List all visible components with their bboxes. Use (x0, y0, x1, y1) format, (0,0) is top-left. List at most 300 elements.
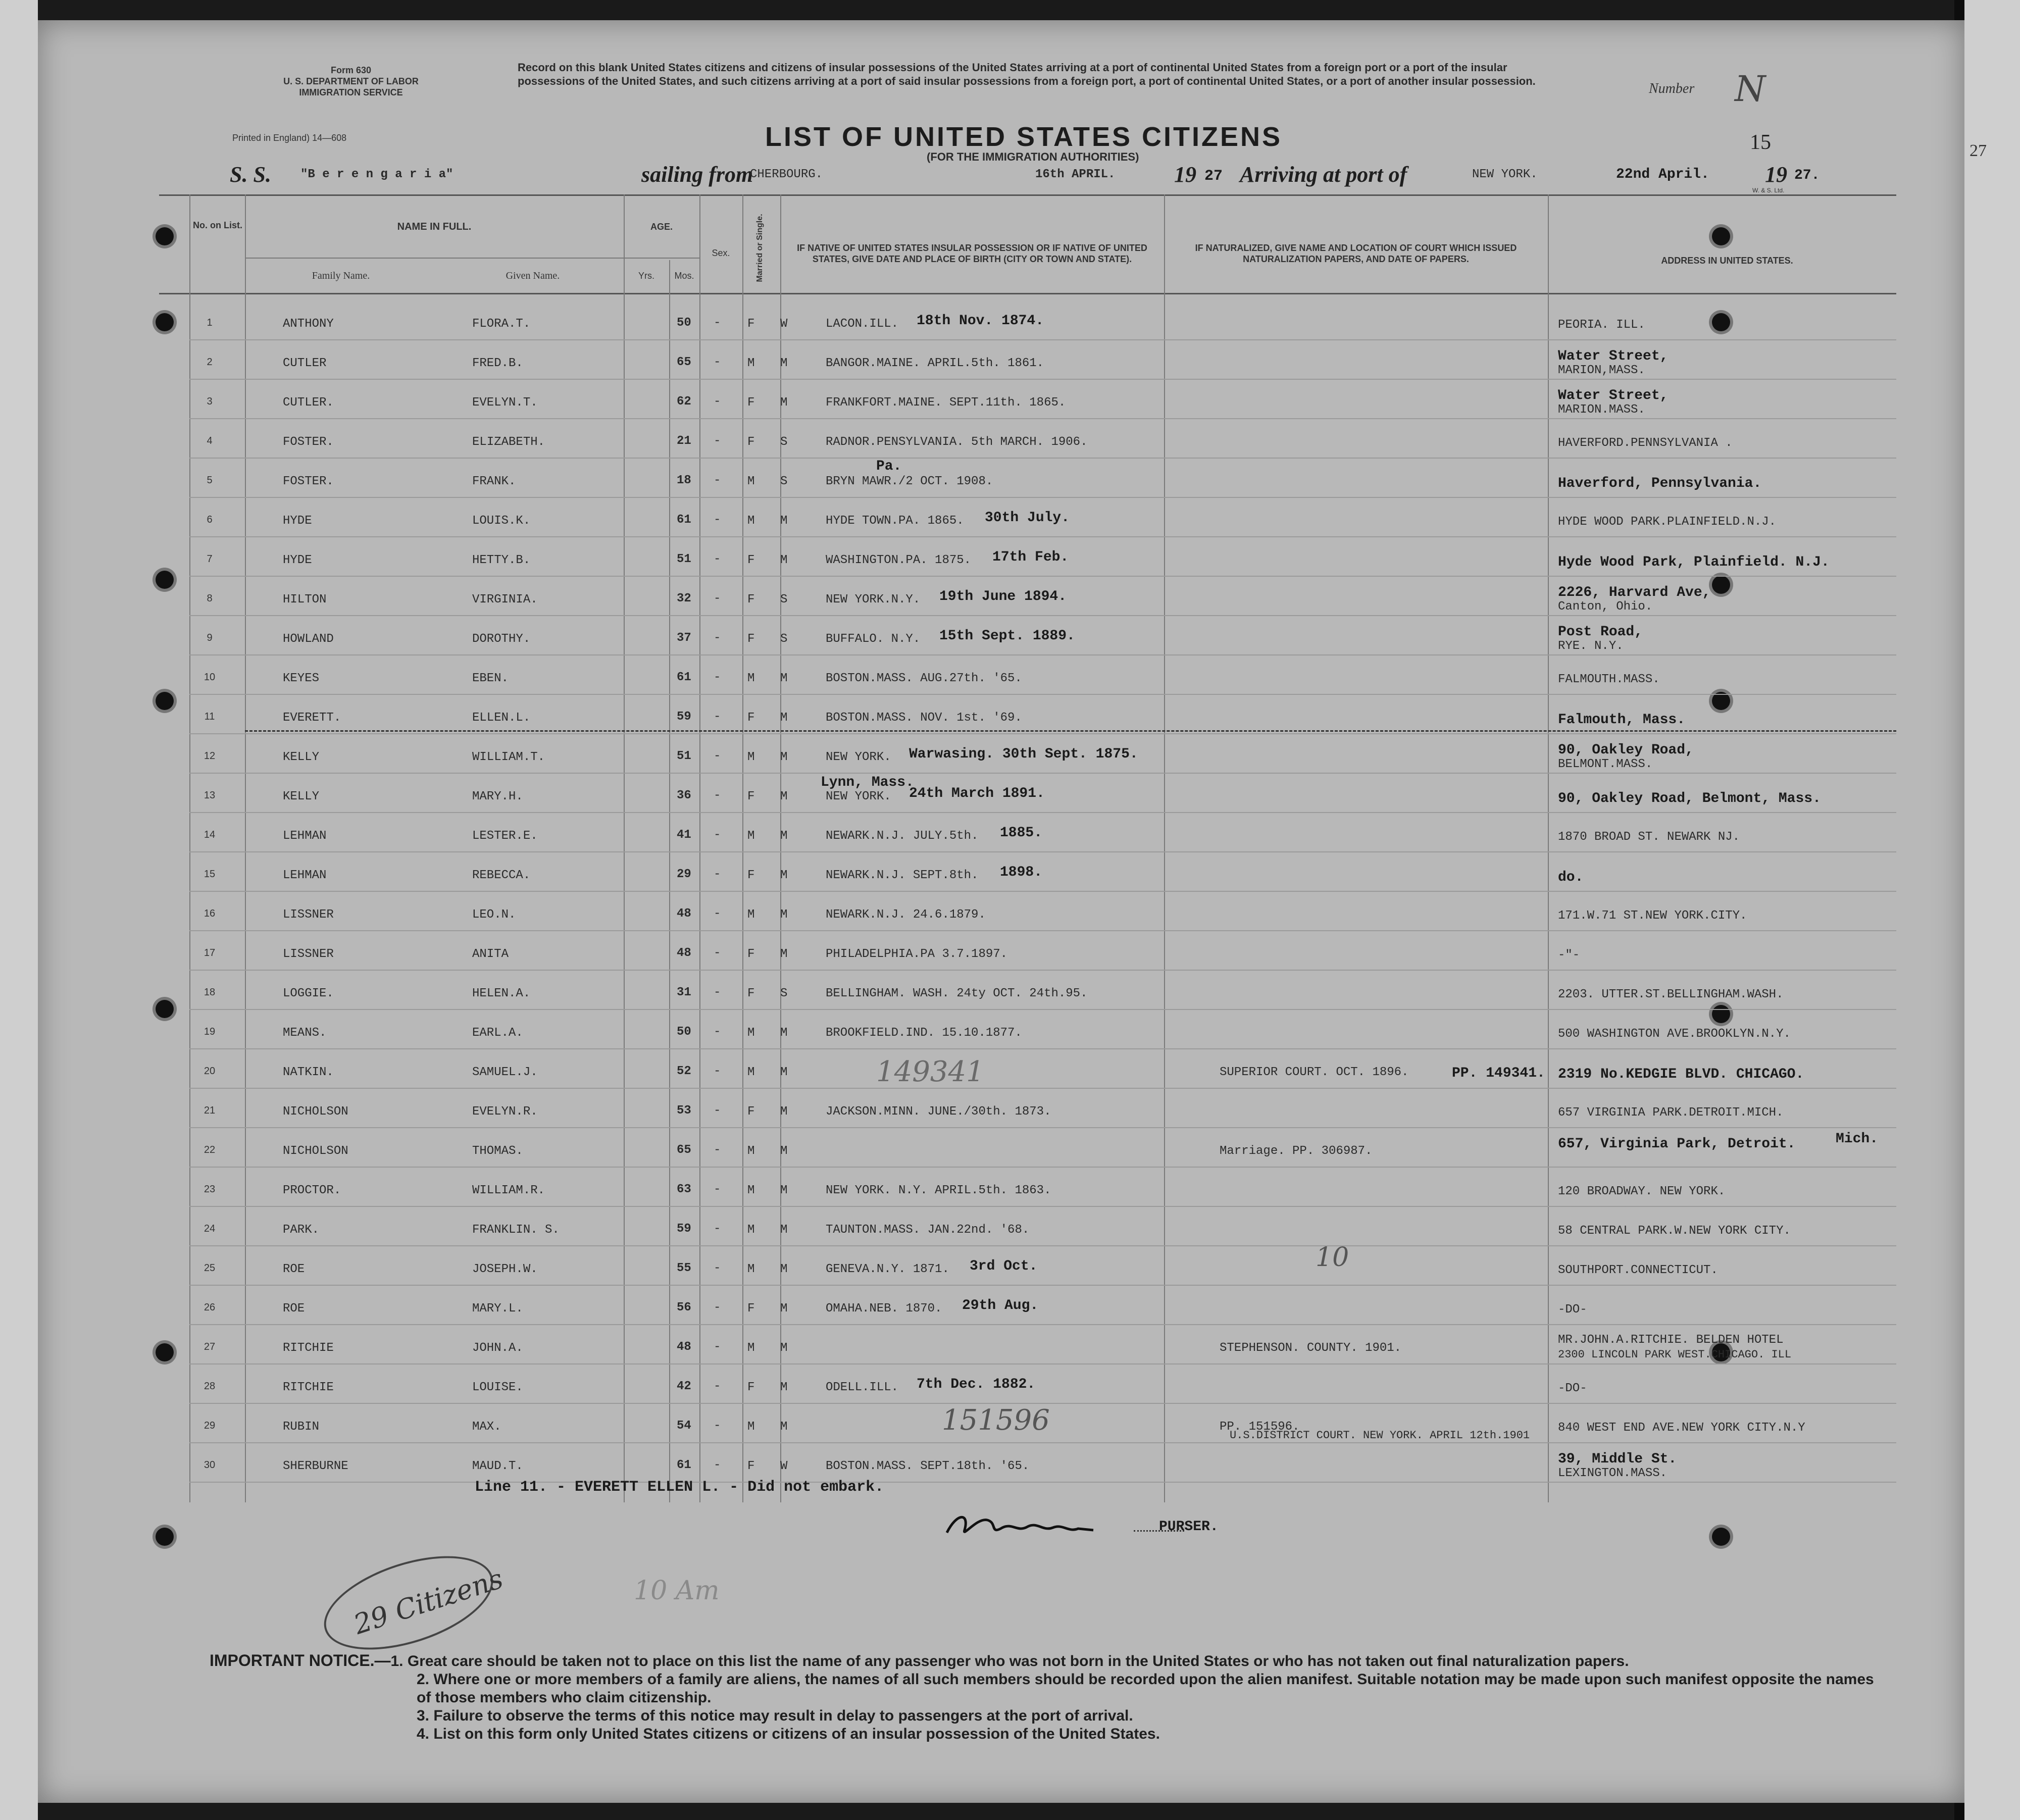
address: 500 WASHINGTON AVE.BROOKLYN.N.Y. (1558, 1027, 1791, 1041)
did-not-embark-note: Line 11. - EVERETT ELLEN L. - Did not embark. (475, 1479, 884, 1496)
col-rule (189, 194, 190, 1502)
age-years: 36 (677, 789, 691, 802)
birth-date-handtyped: 17th Feb. (992, 549, 1069, 565)
birth-date-handtyped: 30th July. (985, 510, 1070, 526)
handwritten-note: 10 Am (634, 1576, 720, 1606)
age-months: - (714, 1025, 721, 1039)
sex: F (747, 947, 755, 961)
given-name: EVELYN.R. (472, 1105, 538, 1119)
sailing-label: sailing from (641, 162, 753, 187)
address: -DO- (1558, 1382, 1587, 1395)
row-rule (189, 379, 1896, 380)
marital-status: M (780, 1223, 788, 1237)
address: 58 CENTRAL PARK.W.NEW YORK CITY. (1558, 1224, 1791, 1238)
given-name: JOHN.A. (472, 1341, 523, 1355)
age-years: 50 (677, 1025, 691, 1039)
age-months: - (714, 1222, 721, 1236)
birth-info: NEWARK.N.J. SEPT.8th. (826, 869, 979, 882)
row-number: 9 (207, 632, 213, 643)
family-name: CUTLER. (283, 396, 334, 410)
family-name: FOSTER. (283, 435, 334, 449)
punch-hole (156, 1343, 174, 1361)
notice-item: 2. Where one or more members of a family are aliens, the names of all such members should be recorded upon the alien manifest. Suitable notation may be made upon such manifest opposite the names of those members who claim citizenship. (417, 1671, 1874, 1706)
given-name: THOMAS. (472, 1144, 523, 1158)
to-port: NEW YORK. (1472, 168, 1538, 181)
row-number: 5 (207, 475, 213, 486)
address: SOUTHPORT.CONNECTICUT. (1558, 1263, 1718, 1277)
birth-info: PHILADELPHIA.PA 3.7.1897. (826, 947, 1008, 961)
row-number: 30 (204, 1459, 216, 1471)
row-number: 15 (204, 869, 216, 880)
naturalization: PP. 151596. (1220, 1420, 1300, 1434)
given-name: ELIZABETH. (472, 435, 545, 449)
given-name: FLORA.T. (472, 317, 531, 331)
address: Water Street, (1558, 348, 1669, 364)
given-name: REBECCA. (472, 869, 531, 882)
birth-date-handtyped: 1898. (1000, 865, 1043, 880)
naturalization: STEPHENSON. COUNTY. 1901. (1220, 1341, 1402, 1355)
header-bottom-rule (159, 293, 1896, 294)
given-name: EBEN. (472, 672, 509, 685)
row-number: 29 (204, 1420, 216, 1431)
marital-status: S (780, 435, 788, 449)
row-rule (189, 615, 1896, 616)
marital-status: M (780, 1144, 788, 1158)
address-line-2: Canton, Ohio. (1558, 600, 1653, 614)
age-years: 62 (677, 395, 691, 409)
row-rule (189, 1088, 1896, 1089)
address-line-2: MARION.MASS. (1558, 403, 1645, 417)
marital-status: M (780, 750, 788, 764)
header-name-in-full: NAME IN FULL. (397, 221, 472, 232)
sex: M (747, 1262, 755, 1276)
row-number: 17 (204, 947, 216, 958)
sheet-number: 15 (1750, 131, 1771, 154)
marital-status: S (780, 593, 788, 606)
birth-info: ODELL.ILL. (826, 1381, 899, 1394)
row-number: 14 (204, 829, 216, 840)
sex: M (747, 1184, 755, 1197)
sex: M (747, 1223, 755, 1237)
age-months: - (714, 631, 721, 645)
address: 840 WEST END AVE.NEW YORK CITY.N.Y (1558, 1421, 1805, 1435)
given-name: LESTER.E. (472, 829, 538, 843)
birth-info: BUFFALO. N.Y. (826, 632, 921, 646)
row-rule (189, 1285, 1896, 1286)
row-rule (189, 339, 1896, 340)
birth-date-handtyped: 3rd Oct. (970, 1258, 1038, 1274)
age-years: 41 (677, 828, 691, 842)
given-name: WILLIAM.R. (472, 1184, 545, 1197)
birth-info: BROOKFIELD.IND. 15.10.1877. (826, 1026, 1022, 1040)
age-years: 18 (677, 474, 691, 487)
row-number: 6 (207, 514, 213, 525)
row-rule (189, 1442, 1896, 1443)
age-years: 56 (677, 1301, 691, 1315)
family-name: NATKIN. (283, 1066, 334, 1079)
naturalization: Marriage. PP. 306987. (1220, 1144, 1373, 1158)
family-name: HYDE (283, 553, 312, 567)
row-rule (189, 654, 1896, 655)
row-rule (189, 576, 1896, 577)
given-name: LOUISE. (472, 1381, 523, 1394)
family-name: HILTON (283, 593, 327, 606)
birth-info: NEW YORK. (826, 750, 891, 764)
family-name: HOWLAND (283, 632, 334, 646)
arriving-label: Arriving at port of (1240, 162, 1407, 187)
address: 39, Middle St. (1558, 1451, 1677, 1467)
col-rule (742, 194, 743, 1502)
sex: F (747, 1459, 755, 1473)
row-number: 23 (204, 1184, 216, 1195)
sex: F (747, 987, 755, 1000)
age-years: 63 (677, 1183, 691, 1196)
page-subtitle: (FOR THE IMMIGRATION AUTHORITIES) (927, 150, 1139, 163)
address-line-2: 2300 LINCOLN PARK WEST.CHICAGO. ILL (1558, 1348, 1792, 1361)
to-year-prefix: 19 (1765, 162, 1787, 187)
punch-hole (156, 313, 174, 331)
age-months: - (714, 395, 721, 409)
row-rule (189, 891, 1896, 892)
row-number: 16 (204, 908, 216, 919)
age-months: - (714, 1419, 721, 1433)
row-number: 4 (207, 435, 213, 446)
address: Post Road, (1558, 624, 1643, 640)
row-rule (189, 930, 1896, 931)
sex: F (747, 435, 755, 449)
header-given-name: Given Name. (506, 270, 560, 281)
printed-note: Printed in England) 14—608 (232, 133, 347, 143)
given-name: MARY.L. (472, 1302, 523, 1316)
margin-number: 27 (1970, 141, 1987, 160)
punch-hole (1712, 576, 1730, 594)
family-name: CUTLER (283, 357, 327, 370)
sex: F (747, 1381, 755, 1394)
row-number: 24 (204, 1223, 216, 1234)
age-months: - (714, 316, 721, 330)
birth-info: GENEVA.N.Y. 1871. (826, 1262, 949, 1276)
age-months: - (714, 1458, 721, 1472)
family-name: ROE (283, 1262, 305, 1276)
age-months: - (714, 434, 721, 448)
age-months: - (714, 1301, 721, 1315)
family-name: ROE (283, 1302, 305, 1316)
row-number: 3 (207, 396, 213, 407)
address: 657, Virginia Park, Detroit. (1558, 1136, 1796, 1152)
age-years: 29 (677, 868, 691, 881)
naturalization: SUPERIOR COURT. OCT. 1896. (1220, 1066, 1409, 1079)
marital-status: M (780, 357, 788, 370)
sex: M (747, 1066, 755, 1079)
sex: M (747, 475, 755, 488)
birth-date-handtyped: Pa. (876, 459, 902, 474)
age-months: - (714, 1261, 721, 1275)
birth-info: BRYN MAWR./2 OCT. 1908. (826, 475, 993, 488)
marital-status: M (780, 908, 788, 922)
address: PEORIA. ILL. (1558, 318, 1645, 332)
age-months: - (714, 513, 721, 527)
row-rule (189, 1009, 1896, 1010)
to-date: 22nd April. (1616, 167, 1709, 182)
address-line-2: RYE. N.Y. (1558, 639, 1624, 653)
row-rule (189, 536, 1896, 537)
punch-hole (156, 227, 174, 245)
age-months: - (714, 1380, 721, 1393)
sex: M (747, 908, 755, 922)
address: -DO- (1558, 1303, 1587, 1317)
birth-info: NEW YORK.N.Y. (826, 593, 921, 606)
age-years: 52 (677, 1065, 691, 1078)
header-sex: Sex. (712, 248, 730, 258)
given-name: FRED.B. (472, 357, 523, 370)
printer-mark: W. & S. Ltd. (1752, 187, 1785, 194)
given-name: FRANK. (472, 475, 516, 488)
notice-item: 1. Great care should be taken not to place on this list the name of any passenger who was not born in the United States or who has not taken out final naturalization papers. (390, 1653, 1629, 1670)
line-11-strikeout (245, 730, 1896, 732)
age-months: - (714, 789, 721, 802)
row-number: 12 (204, 750, 216, 762)
page-title: LIST OF UNITED STATES CITIZENS (765, 122, 1282, 152)
address: HAVERFORD.PENNSYLVANIA . (1558, 436, 1733, 450)
address: 2319 No.KEDGIE BLVD. CHICAGO. (1558, 1067, 1804, 1082)
age-years: 59 (677, 710, 691, 724)
punch-hole (1712, 313, 1730, 331)
address: Hyde Wood Park, Plainfield. N.J. (1558, 554, 1830, 570)
age-months: - (714, 552, 721, 566)
marital-status: S (780, 632, 788, 646)
year-prefix: 19 (1174, 162, 1196, 187)
marital-status: M (780, 1341, 788, 1355)
marital-status: M (780, 1026, 788, 1040)
birth-info: JACKSON.MINN. JUNE./30th. 1873. (826, 1105, 1051, 1119)
row-rule (189, 458, 1896, 459)
age-years: 59 (677, 1222, 691, 1236)
family-name: LISSNER (283, 947, 334, 961)
punch-hole (156, 1528, 174, 1546)
header-naturalized: IF NATURALIZED, GIVE NAME AND LOCATION OF COURT WHICH ISSUED NATURALIZATION PAPERS, AND DATE OF PAPERS. (1195, 243, 1517, 264)
family-name: FOSTER. (283, 475, 334, 488)
address-line-2: BELMONT.MASS. (1558, 757, 1653, 771)
subheader-rule (245, 258, 699, 259)
from-date: 16th APRIL. (1035, 168, 1116, 181)
given-name: VIRGINIA. (472, 593, 538, 606)
age-years: 61 (677, 513, 691, 527)
address: Falmouth, Mass. (1558, 712, 1686, 728)
marital-status: M (780, 947, 788, 961)
age-years: 55 (677, 1261, 691, 1275)
birth-date-handtyped: 29th Aug. (962, 1298, 1039, 1313)
ship-name: "B e r e n g a r i a" (300, 168, 453, 181)
age-months: - (714, 1183, 721, 1196)
marital-status: M (780, 1302, 788, 1316)
age-months: - (714, 1340, 721, 1354)
age-years: 31 (677, 986, 691, 999)
punch-hole (156, 571, 174, 589)
row-number: 27 (204, 1341, 216, 1352)
age-years: 54 (677, 1419, 691, 1433)
birth-info: NEW YORK. N.Y. APRIL.5th. 1863. (826, 1184, 1051, 1197)
given-name: ELLEN.L. (472, 711, 531, 725)
address: 2226, Harvard Ave, (1558, 585, 1711, 600)
marital-status: M (780, 790, 788, 803)
given-name: SAMUEL.J. (472, 1066, 538, 1079)
given-name: FRANKLIN. S. (472, 1223, 560, 1237)
address: Water Street, (1558, 388, 1669, 403)
family-name: RITCHIE (283, 1381, 334, 1394)
birth-info: BELLINGHAM. WASH. 24ty OCT. 24th.95. (826, 987, 1088, 1000)
given-name: MAX. (472, 1420, 501, 1434)
marital-status: M (780, 514, 788, 528)
age-years: 51 (677, 552, 691, 566)
col-rule (245, 194, 246, 1502)
sex: F (747, 553, 755, 567)
purser-signature (942, 1507, 1134, 1543)
birth-info: LACON.ILL. (826, 317, 899, 331)
family-name: PARK. (283, 1223, 320, 1237)
birth-date-handtyped: 18th Nov. 1874. (917, 313, 1044, 329)
address: -"- (1558, 948, 1580, 962)
address: do. (1558, 870, 1584, 885)
punch-hole (1712, 227, 1730, 245)
from-year: 27 (1204, 168, 1223, 185)
age-months: - (714, 1065, 721, 1078)
row-number: 25 (204, 1262, 216, 1274)
birth-info: NEW YORK. (826, 790, 891, 803)
marital-status: M (780, 1420, 788, 1434)
marital-status: M (780, 396, 788, 410)
family-name: SHERBURNE (283, 1459, 348, 1473)
address: Haverford, Pennsylvania. (1558, 476, 1762, 491)
family-name: RUBIN (283, 1420, 320, 1434)
birth-info: HYDE TOWN.PA. 1865. (826, 514, 964, 528)
address: 657 VIRGINIA PARK.DETROIT.MICH. (1558, 1106, 1784, 1120)
sex: F (747, 632, 755, 646)
naturalization-detail: U.S.DISTRICT COURT. NEW YORK. APRIL 12th.1901 (1230, 1429, 1530, 1442)
given-name: LEO.N. (472, 908, 516, 922)
family-name: EVERETT. (283, 711, 341, 725)
given-name: JOSEPH.W. (472, 1262, 538, 1276)
row-rule (189, 970, 1896, 971)
age-months: - (714, 1143, 721, 1157)
address: FALMOUTH.MASS. (1558, 673, 1660, 686)
age-months: - (714, 828, 721, 842)
marital-status: M (780, 711, 788, 725)
birth-info: OMAHA.NEB. 1870. (826, 1302, 942, 1316)
given-name: ANITA (472, 947, 509, 961)
marital-status: M (780, 1066, 788, 1079)
age-years: 48 (677, 1340, 691, 1354)
address-line-2: Mich. (1836, 1131, 1879, 1147)
purser-label: PURSER. (1159, 1519, 1219, 1535)
row-number: 1 (207, 317, 213, 328)
age-months: - (714, 1104, 721, 1118)
row-number: 7 (207, 553, 213, 565)
family-name: MEANS. (283, 1026, 327, 1040)
row-rule (189, 851, 1896, 852)
row-rule (189, 1167, 1896, 1168)
given-name: MARY.H. (472, 790, 523, 803)
punch-hole (1712, 1005, 1730, 1023)
handwritten-pp-number: 149341 (876, 1055, 984, 1088)
sex: M (747, 357, 755, 370)
age-years: 32 (677, 592, 691, 605)
birth-date-handtyped: 19th June 1894. (939, 589, 1067, 604)
address: 2203. UTTER.ST.BELLINGHAM.WASH. (1558, 988, 1784, 1001)
given-name: EARL.A. (472, 1026, 523, 1040)
manifest-page (38, 20, 1964, 1803)
header-age: AGE. (650, 222, 673, 232)
row-rule (189, 694, 1896, 695)
row-number: 22 (204, 1144, 216, 1155)
col-rule (699, 194, 700, 1502)
notice-item: 4. List on this form only United States citizens or citizens of an insular possession of the United States. (417, 1726, 1160, 1742)
row-number: 8 (207, 593, 213, 604)
col-rule (1548, 194, 1549, 1502)
address: MR.JOHN.A.RITCHIE. BELDEN HOTEL (1558, 1333, 1784, 1347)
service: IMMIGRATION SERVICE (299, 87, 403, 97)
row-rule (189, 1127, 1896, 1128)
department: U. S. DEPARTMENT OF LABOR (283, 76, 419, 86)
row-rule (189, 1482, 1896, 1483)
header-family-name: Family Name. (312, 270, 370, 281)
naturalization-detail: PP. 149341. (1452, 1066, 1545, 1081)
record-instructions: Record on this blank United States citizens and citizens of insular possessions of the United States arriving at a port of continental United States from a foreign port or a port of the insular possessions of the United States, and such citizens arriving at a port of said insular possessions from a foreign port, a port of continental United States, or a port of another insular possession. (518, 61, 1536, 87)
sex: M (747, 672, 755, 685)
birth-date-handtyped: 15th Sept. 1889. (939, 628, 1075, 644)
row-number: 19 (204, 1026, 216, 1037)
notice-heading: IMPORTANT NOTICE.— (210, 1651, 391, 1670)
address: 120 BROADWAY. NEW YORK. (1558, 1185, 1726, 1198)
marital-status: M (780, 829, 788, 843)
given-name: MAUD.T. (472, 1459, 523, 1473)
marital-status: M (780, 1262, 788, 1276)
age-months: - (714, 907, 721, 921)
header-married-single: Married or Single. (755, 214, 764, 282)
family-name: KELLY (283, 790, 320, 803)
family-name: LEHMAN (283, 869, 327, 882)
age-years: 48 (677, 907, 691, 921)
address: 1870 BROAD ST. NEWARK NJ. (1558, 830, 1740, 844)
address: 171.W.71 ST.NEW YORK.CITY. (1558, 909, 1747, 923)
punch-hole (1712, 1528, 1730, 1546)
row-number: 28 (204, 1381, 216, 1392)
row-rule (189, 497, 1896, 498)
sex: M (747, 1026, 755, 1040)
sex: M (747, 1341, 755, 1355)
sex: F (747, 593, 755, 606)
row-rule (189, 1324, 1896, 1325)
marital-status: M (780, 553, 788, 567)
age-years: 50 (677, 316, 691, 330)
header-address: ADDRESS IN UNITED STATES. (1661, 256, 1793, 266)
age-months: - (714, 356, 721, 369)
marital-status: W (780, 317, 788, 331)
sex: M (747, 750, 755, 764)
marital-status: S (780, 987, 788, 1000)
family-name: KEYES (283, 672, 320, 685)
birth-info: FRANKFORT.MAINE. SEPT.11th. 1865. (826, 396, 1066, 410)
address-line-2: LEXINGTON.MASS. (1558, 1467, 1668, 1480)
from-port: CHERBOURG. (750, 168, 823, 181)
age-years: 48 (677, 946, 691, 960)
age-months: - (714, 671, 721, 684)
family-name: ANTHONY (283, 317, 334, 331)
important-notice (210, 1651, 1891, 1743)
age-years: 65 (677, 356, 691, 369)
birth-info: BANGOR.MAINE. APRIL.5th. 1861. (826, 357, 1044, 370)
marital-status: M (780, 672, 788, 685)
col-rule (624, 194, 625, 1502)
